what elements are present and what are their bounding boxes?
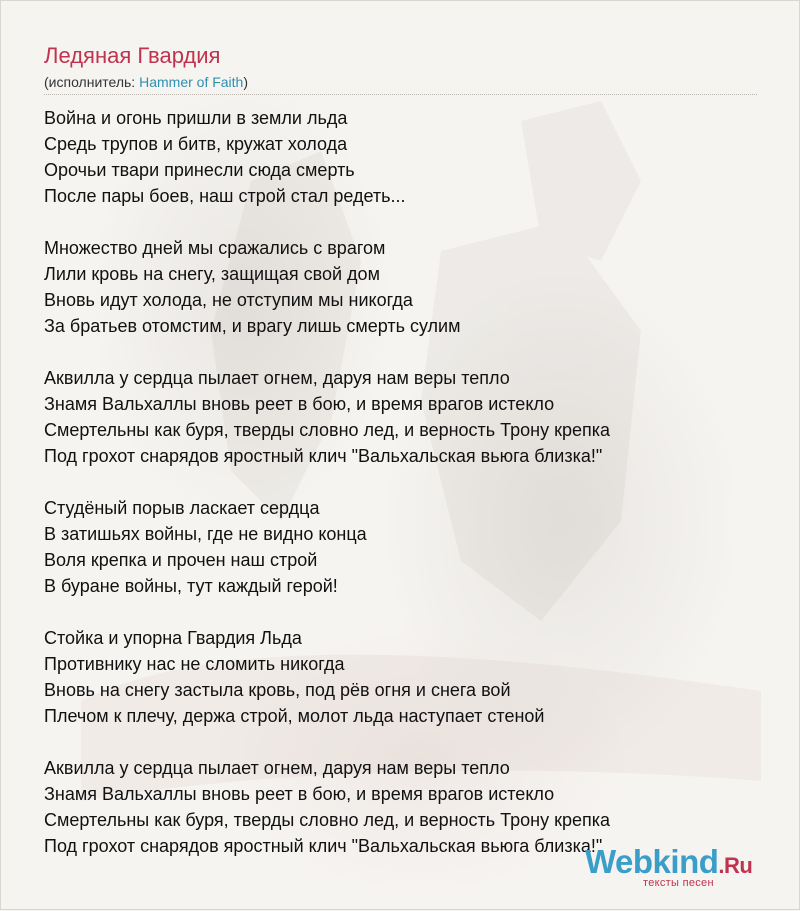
lyric-line: Знамя Вальхаллы вновь реет в бою, и время врагов истекло — [44, 784, 555, 804]
lyrics-stanza — [44, 105, 764, 209]
logo-main-text: Webkind — [585, 843, 719, 880]
performer-prefix: (исполнитель: — [44, 74, 140, 90]
lyric-line: В затишьях войны, где не видно конца — [44, 524, 367, 544]
lyrics-stanza — [44, 365, 764, 469]
lyric-line: В буране войны, тут каждый герой! — [44, 576, 338, 596]
logo-wordmark — [585, 843, 752, 881]
lyric-line: Под грохот снарядов яростный клич "Вальхальская вьюга близка!" — [44, 446, 603, 466]
lyric-line: Воля крепка и прочен наш строй — [44, 550, 318, 570]
title-divider — [44, 94, 757, 95]
lyric-line: Аквилла у сердца пылает огнем, даруя нам веры тепло — [44, 758, 510, 778]
lyric-line: Смертельны как буря, тверды словно лед, и верность Трону крепка — [44, 420, 611, 440]
lyric-line: После пары боев, наш строй стал редеть... — [44, 186, 406, 206]
lyric-line: Под грохот снарядов яростный клич "Вальхальская вьюга близка!" — [44, 836, 603, 856]
lyrics-stanza — [44, 495, 764, 599]
lyric-line: Аквилла у сердца пылает огнем, даруя нам веры тепло — [44, 368, 510, 388]
lyrics-stanza — [44, 235, 764, 339]
performer-suffix: ) — [243, 74, 249, 90]
lyrics-body — [44, 105, 764, 885]
logo-tld: .Ru — [718, 853, 753, 878]
lyric-line: Стойка и упорна Гвардия Льда — [44, 628, 302, 648]
lyric-line: Плечом к плечу, держа строй, молот льда наступает стеной — [44, 706, 545, 726]
lyrics-stanza — [44, 625, 764, 729]
logo-tagline: тексты песен — [643, 877, 714, 889]
lyric-line: Знамя Вальхаллы вновь реет в бою, и время врагов истекло — [44, 394, 555, 414]
site-logo[interactable] — [585, 843, 785, 893]
lyric-line: Вновь на снегу застыла кровь, под рёв огня и снега вой — [44, 680, 511, 700]
lyric-line: Орочьи твари принесли сюда смерть — [44, 160, 355, 180]
lyric-line: Средь трупов и битв, кружат холода — [44, 134, 348, 154]
performer-line — [44, 74, 248, 90]
lyric-line: Студёный порыв ласкает сердца — [44, 498, 320, 518]
lyric-line: Множество дней мы сражались с врагом — [44, 238, 386, 258]
lyric-line: Смертельны как буря, тверды словно лед, и верность Трону крепка — [44, 810, 611, 830]
performer-link[interactable]: Hammer of Faith — [139, 74, 244, 90]
lyric-line: Война и огонь пришли в земли льда — [44, 108, 348, 128]
lyric-line: Лили кровь на снегу, защищая свой дом — [44, 264, 380, 284]
lyric-line: За братьев отомстим, и врагу лишь смерть сулим — [44, 316, 461, 336]
song-title: Ледяная Гвардия — [44, 43, 221, 68]
lyric-line: Противнику нас не сломить никогда — [44, 654, 345, 674]
lyric-line: Вновь идут холода, не отступим мы никогда — [44, 290, 413, 310]
